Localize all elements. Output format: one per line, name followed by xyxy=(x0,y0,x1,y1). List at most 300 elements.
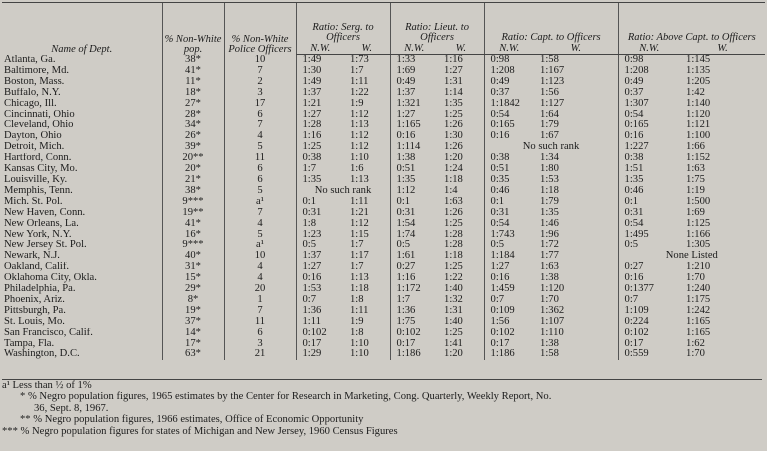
lieut-nw-cell: 0:17 xyxy=(390,339,438,350)
above-nw-cell: 1:109 xyxy=(618,306,680,317)
capt-nw-cell: 1:186 xyxy=(484,349,534,360)
capt-nw-cell: 1:208 xyxy=(484,66,534,77)
capt-w-cell: 1:34 xyxy=(540,153,559,164)
pct-nonwhite-police-cell: 6 xyxy=(224,164,296,175)
pct-nonwhite-police-cell: 6 xyxy=(224,328,296,339)
above-nw-cell: 0:46 xyxy=(618,186,680,197)
pct-nonwhite-police-cell: 4 xyxy=(224,131,296,142)
header-capt-nw: N.W. xyxy=(484,43,534,55)
capt-w-cell: 1:79 xyxy=(540,196,559,207)
lieut-nw-cell: 1:75 xyxy=(390,317,438,328)
pct-nonwhite-pop-cell: 21* xyxy=(162,175,224,186)
pct-nonwhite-police-cell: a¹ xyxy=(224,197,296,208)
lieut-w-cell: 1:20 xyxy=(444,153,463,164)
capt-w-cell: 1:70 xyxy=(540,294,559,305)
pct-nonwhite-pop-cell: 34* xyxy=(162,120,224,131)
table-row xyxy=(2,339,765,350)
table-row xyxy=(2,230,765,241)
pct-nonwhite-pop-cell: 40* xyxy=(162,251,224,262)
pct-nonwhite-pop-cell: 63* xyxy=(162,349,224,360)
lieut-nw-cell: 1:12 xyxy=(390,186,438,197)
pct-nonwhite-pop-cell: 18* xyxy=(162,88,224,99)
lieut-nw-cell: 0:5 xyxy=(390,240,438,251)
table-row xyxy=(2,175,765,186)
pct-nonwhite-police-cell: 7 xyxy=(224,306,296,317)
dept-name-cell: New York, N.Y. xyxy=(4,229,72,240)
above-nw-cell: 0:224 xyxy=(618,317,680,328)
capt-nw-cell: 1:56 xyxy=(484,317,534,328)
dept-name-cell: Kansas City, Mo. xyxy=(4,164,78,175)
above-nw-cell: 0:1377 xyxy=(618,284,680,295)
pct-nonwhite-police-cell: 7 xyxy=(224,208,296,219)
lieut-nw-cell: 1:172 xyxy=(390,284,438,295)
lieut-w-cell: 1:14 xyxy=(444,87,463,98)
serg-nw-cell: 1:29 xyxy=(296,349,344,360)
above-w-cell: 1:70 xyxy=(686,273,705,284)
table-row xyxy=(2,164,765,175)
pct-nonwhite-pop-cell: 38* xyxy=(162,55,224,66)
above-nw-cell: 1:495 xyxy=(618,230,680,241)
above-w-cell: 1:121 xyxy=(686,120,711,131)
pct-nonwhite-pop-cell: 20* xyxy=(162,164,224,175)
header-pct-nonwhite-pop: % Non-White pop. xyxy=(162,3,224,55)
capt-nw-cell: 0:54 xyxy=(484,110,534,121)
table-row xyxy=(2,317,765,328)
capt-nw-cell: 0:31 xyxy=(484,208,534,219)
above-nw-cell: 1:35 xyxy=(618,175,680,186)
table-row xyxy=(2,306,765,317)
table-row xyxy=(2,66,765,77)
pct-nonwhite-police-cell: a¹ xyxy=(224,240,296,251)
dept-name-cell: Cincinnati, Ohio xyxy=(4,109,75,120)
above-w-cell: 1:100 xyxy=(686,131,711,142)
pct-nonwhite-police-cell: 5 xyxy=(224,142,296,153)
table-row xyxy=(2,262,765,273)
pct-nonwhite-police-cell: 2 xyxy=(224,77,296,88)
serg-nw-cell: 1:8 xyxy=(296,219,344,230)
pct-nonwhite-pop-cell: 14* xyxy=(162,328,224,339)
dept-name-cell: Oakland, Calif. xyxy=(4,262,70,273)
above-w-cell: 1:125 xyxy=(686,218,711,229)
pct-nonwhite-police-cell: 10 xyxy=(224,55,296,66)
pct-nonwhite-pop-cell: 9*** xyxy=(162,197,224,208)
header-ratio-serg: Ratio: Serg. to Officers xyxy=(296,3,390,44)
dept-name-cell: Pittsburgh, Pa. xyxy=(4,305,66,316)
above-w-cell: 1:75 xyxy=(686,174,705,185)
above-w-cell: 1:205 xyxy=(686,76,711,87)
lieut-w-cell: 1:28 xyxy=(444,240,463,251)
pct-nonwhite-pop-cell: 15* xyxy=(162,273,224,284)
capt-w-cell: 1:35 xyxy=(540,207,559,218)
serg-w-cell: 1:13 xyxy=(350,174,369,185)
pct-nonwhite-police-cell: 4 xyxy=(224,262,296,273)
capt-w-cell: 1:67 xyxy=(540,131,559,142)
dept-name-cell: Dayton, Ohio xyxy=(4,131,62,142)
lieut-nw-cell: 1:69 xyxy=(390,66,438,77)
table-row xyxy=(2,55,765,66)
pct-nonwhite-police-cell: 3 xyxy=(224,339,296,350)
serg-w-cell: 1:12 xyxy=(350,142,369,153)
table-row xyxy=(2,142,765,153)
table-row xyxy=(2,208,765,219)
capt-w-cell: 1:110 xyxy=(540,327,564,338)
header-name: Name of Dept. xyxy=(2,3,162,55)
above-nw-cell: 0:98 xyxy=(618,55,680,66)
lieut-w-cell: 1:31 xyxy=(444,305,463,316)
above-w-cell: 1:42 xyxy=(686,87,705,98)
serg-w-cell: 1:18 xyxy=(350,284,369,295)
serg-nw-cell: 1:35 xyxy=(296,175,344,186)
capt-nw-cell: 1:27 xyxy=(484,262,534,273)
lieut-w-cell: 1:4 xyxy=(444,185,458,196)
serg-w-cell: 1:6 xyxy=(350,164,364,175)
pct-nonwhite-pop-cell: 38* xyxy=(162,186,224,197)
dept-name-cell: New Haven, Conn. xyxy=(4,207,86,218)
header-above-w: W. xyxy=(680,43,765,55)
capt-w-cell: 1:96 xyxy=(540,229,559,240)
pct-nonwhite-pop-cell: 31* xyxy=(162,262,224,273)
pct-nonwhite-pop-cell: 17* xyxy=(162,339,224,350)
table-row xyxy=(2,197,765,208)
lieut-nw-cell: 1:7 xyxy=(390,295,438,306)
table-row xyxy=(2,295,765,306)
capt-w-cell: 1:64 xyxy=(540,109,559,120)
capt-nw-cell: 0:46 xyxy=(484,186,534,197)
lieut-nw-cell: 1:186 xyxy=(390,349,438,360)
above-nw-cell: 0:102 xyxy=(618,328,680,339)
table-row xyxy=(2,110,765,121)
above-w-cell: 1:166 xyxy=(686,229,711,240)
capt-nw-cell: 0:51 xyxy=(484,164,534,175)
lieut-nw-cell: 0:51 xyxy=(390,164,438,175)
above-nw-cell: 1:307 xyxy=(618,99,680,110)
above-w-cell: 1:175 xyxy=(686,294,711,305)
lieut-w-cell: 1:25 xyxy=(444,327,463,338)
serg-nw-cell: 1:37 xyxy=(296,88,344,99)
dept-name-cell: Louisville, Ky. xyxy=(4,174,68,185)
lieut-w-cell: 1:28 xyxy=(444,229,463,240)
capt-w-cell: 1:80 xyxy=(540,164,559,175)
table-row xyxy=(2,153,765,164)
dept-name-cell: San Francisco, Calif. xyxy=(4,327,93,338)
serg-nw-cell: 0:1 xyxy=(296,197,344,208)
table-row xyxy=(2,219,765,230)
serg-nw-cell: 1:28 xyxy=(296,120,344,131)
above-w-cell: 1:62 xyxy=(686,338,705,349)
lieut-nw-cell: 0:16 xyxy=(390,131,438,142)
lieut-nw-cell: 0:1 xyxy=(390,197,438,208)
lieut-nw-cell: 1:33 xyxy=(390,55,438,66)
serg-w-cell: 1:10 xyxy=(350,349,369,360)
serg-nw-cell: 1:25 xyxy=(296,142,344,153)
lieut-nw-cell: 0:49 xyxy=(390,77,438,88)
serg-w-cell: 1:7 xyxy=(350,262,364,273)
lieut-w-cell: 1:27 xyxy=(444,65,463,76)
capt-w-cell: 1:18 xyxy=(540,185,559,196)
above-nw-cell: 0:559 xyxy=(618,349,680,360)
serg-nw-cell: 1:27 xyxy=(296,110,344,121)
dept-name-cell: Detroit, Mich. xyxy=(4,142,65,153)
footnote-star: * % Negro population figures, 1965 estimates by the Center for Research in Marketing, Cong. Quarterly, Weekly Report, No. xyxy=(20,391,552,403)
dept-name-cell: Memphis, Tenn. xyxy=(4,185,73,196)
pct-nonwhite-pop-cell: 8* xyxy=(162,295,224,306)
pct-nonwhite-police-cell: 4 xyxy=(224,273,296,284)
dept-name-cell: Buffalo, N.Y. xyxy=(4,87,61,98)
capt-nw-cell: 0:38 xyxy=(484,153,534,164)
pct-nonwhite-pop-cell: 28* xyxy=(162,110,224,121)
capt-w-cell: 1:77 xyxy=(540,251,559,262)
police-officer-ratio-table xyxy=(2,2,765,360)
capt-w-cell: 1:38 xyxy=(540,273,559,284)
lieut-w-cell: 1:24 xyxy=(444,164,463,175)
lieut-w-cell: 1:30 xyxy=(444,131,463,142)
serg-w-cell: 1:12 xyxy=(350,218,369,229)
above-w-cell: 1:240 xyxy=(686,284,711,295)
above-w-cell: 1:19 xyxy=(686,185,705,196)
pct-nonwhite-police-cell: 6 xyxy=(224,175,296,186)
footnote-double-star: ** % Negro population figures, 1966 estimates, Office of Economic Opportunity xyxy=(20,414,364,426)
above-w-cell: 1:69 xyxy=(686,207,705,218)
serg-nw-cell: 1:49 xyxy=(296,77,344,88)
dept-name-cell: Boston, Mass. xyxy=(4,76,65,87)
serg-nw-cell: 1:21 xyxy=(296,99,344,110)
serg-w-cell: 1:21 xyxy=(350,207,369,218)
serg-nw-cell: 0:31 xyxy=(296,208,344,219)
above-nw-cell: 0:7 xyxy=(618,295,680,306)
dept-name-cell: Hartford, Conn. xyxy=(4,153,72,164)
serg-w-cell: 1:10 xyxy=(350,338,369,349)
table-row xyxy=(2,120,765,131)
pct-nonwhite-police-cell: 3 xyxy=(224,88,296,99)
lieut-w-cell: 1:31 xyxy=(444,76,463,87)
above-nw-cell: 1:227 xyxy=(618,142,680,153)
dept-name-cell: Mich. St. Pol. xyxy=(4,196,63,207)
serg-nw-cell: 0:5 xyxy=(296,240,344,251)
capt-nw-cell: 0:109 xyxy=(484,306,534,317)
lieut-w-cell: 1:25 xyxy=(444,109,463,120)
serg-nw-cell: 0:102 xyxy=(296,328,344,339)
above-w-cell: 1:165 xyxy=(686,316,711,327)
serg-nw-cell: 0:7 xyxy=(296,295,344,306)
above-w-cell: 1:66 xyxy=(686,142,705,153)
capt-w-cell: 1:107 xyxy=(540,316,565,327)
capt-w-cell: 1:58 xyxy=(540,54,559,65)
serg-nw-cell: 1:36 xyxy=(296,306,344,317)
above-nw-cell: 1:51 xyxy=(618,164,680,175)
lieut-w-cell: 1:32 xyxy=(444,294,463,305)
table-row xyxy=(2,328,765,339)
capt-nw-cell: 0:35 xyxy=(484,175,534,186)
serg-nw-cell: 1:30 xyxy=(296,66,344,77)
above-nw-cell: 0:54 xyxy=(618,219,680,230)
dept-name-cell: Baltimore, Md. xyxy=(4,65,70,76)
capt-nw-cell: 0:5 xyxy=(484,240,534,251)
capt-nw-cell: 0:98 xyxy=(484,55,534,66)
capt-w-cell: 1:167 xyxy=(540,65,565,76)
lieut-w-cell: 1:41 xyxy=(444,338,463,349)
pct-nonwhite-pop-cell: 11* xyxy=(162,77,224,88)
footnote-star-cont: 36, Sept. 8, 1967. xyxy=(34,402,109,414)
dept-name-cell: Atlanta, Ga. xyxy=(4,54,56,65)
lieut-w-cell: 1:26 xyxy=(444,207,463,218)
above-nw-cell: 0:31 xyxy=(618,208,680,219)
capt-w-cell: 1:127 xyxy=(540,98,565,109)
table-row xyxy=(2,349,765,360)
header-ratio-capt: Ratio: Capt. to Officers xyxy=(484,3,618,44)
capt-nw-cell: 0:102 xyxy=(484,328,534,339)
capt-w-cell: 1:120 xyxy=(540,284,565,295)
lieut-w-cell: 1:26 xyxy=(444,142,463,153)
serg-w-cell: 1:10 xyxy=(350,153,369,164)
lieut-nw-cell: 1:36 xyxy=(390,306,438,317)
serg-w-cell: 1:12 xyxy=(350,109,369,120)
capt-w-cell: 1:79 xyxy=(540,120,559,131)
capt-w-cell: 1:362 xyxy=(540,305,565,316)
above-w-cell: 1:242 xyxy=(686,305,711,316)
serg-w-cell: 1:11 xyxy=(350,305,369,316)
pct-nonwhite-pop-cell: 20** xyxy=(162,153,224,164)
header-lieut-nw: N.W. xyxy=(390,43,438,55)
serg-nw-cell: 0:17 xyxy=(296,339,344,350)
dept-name-cell: Chicago, Ill. xyxy=(4,98,57,109)
lieut-nw-cell: 1:38 xyxy=(390,153,438,164)
serg-w-cell: 1:15 xyxy=(350,229,369,240)
pct-nonwhite-pop-cell: 29* xyxy=(162,284,224,295)
capt-w-cell: 1:72 xyxy=(540,240,559,251)
lieut-w-cell: 1:20 xyxy=(444,349,463,360)
lieut-w-cell: 1:18 xyxy=(444,251,463,262)
footnote-a1: a¹ Less than ½ of 1% xyxy=(2,380,92,391)
lieut-nw-cell: 0:31 xyxy=(390,208,438,219)
pct-nonwhite-police-cell: 5 xyxy=(224,230,296,241)
serg-w-cell: 1:8 xyxy=(350,327,364,338)
above-nw-cell: 1:208 xyxy=(618,66,680,77)
above-w-cell: 1:500 xyxy=(686,196,711,207)
serg-w-cell: 1:8 xyxy=(350,294,364,305)
capt-nw-cell: 0:16 xyxy=(484,273,534,284)
capt-w-cell: 1:58 xyxy=(540,349,559,360)
dept-name-cell: Philadelphia, Pa. xyxy=(4,284,76,295)
above-nw-cell: 0:16 xyxy=(618,273,680,284)
lieut-w-cell: 1:22 xyxy=(444,273,463,284)
capt-no-data-cell: No such rank xyxy=(484,142,618,153)
pct-nonwhite-pop-cell: 39* xyxy=(162,142,224,153)
pct-nonwhite-pop-cell: 16* xyxy=(162,230,224,241)
above-w-cell: 1:305 xyxy=(686,240,711,251)
lieut-w-cell: 1:40 xyxy=(444,316,463,327)
above-w-cell: 1:210 xyxy=(686,262,711,273)
lieut-w-cell: 1:40 xyxy=(444,284,463,295)
serg-w-cell: 1:12 xyxy=(350,131,369,142)
serg-w-cell: 1:7 xyxy=(350,65,364,76)
serg-w-cell: 1:11 xyxy=(350,76,369,87)
capt-nw-cell: 0:1 xyxy=(484,197,534,208)
pct-nonwhite-pop-cell: 19* xyxy=(162,306,224,317)
table-row xyxy=(2,99,765,110)
pct-nonwhite-police-cell: 20 xyxy=(224,284,296,295)
pct-nonwhite-pop-cell: 19** xyxy=(162,208,224,219)
serg-w-cell: 1:13 xyxy=(350,120,369,131)
serg-no-data-cell: No such rank xyxy=(296,186,390,197)
serg-nw-cell: 1:23 xyxy=(296,230,344,241)
dept-name-cell: Phoenix, Ariz. xyxy=(4,294,65,305)
pct-nonwhite-police-cell: 1 xyxy=(224,295,296,306)
pct-nonwhite-police-cell: 21 xyxy=(224,349,296,360)
above-w-cell: 1:140 xyxy=(686,98,711,109)
above-w-cell: 1:63 xyxy=(686,164,705,175)
header-pct-nonwhite-police: % Non-White Police Officers xyxy=(224,3,296,55)
header-capt-w: W. xyxy=(534,43,618,55)
capt-w-cell: 1:53 xyxy=(540,174,559,185)
header-serg-nw: N.W. xyxy=(296,43,344,55)
footnote-triple-star: *** % Negro population figures for states of Michigan and New Jersey, 1960 Census Figures xyxy=(2,425,398,437)
lieut-nw-cell: 1:61 xyxy=(390,251,438,262)
lieut-nw-cell: 0:27 xyxy=(390,262,438,273)
above-no-data-cell: None Listed xyxy=(618,251,765,262)
table-row xyxy=(2,251,765,262)
pct-nonwhite-pop-cell: 27* xyxy=(162,99,224,110)
capt-nw-cell: 0:16 xyxy=(484,131,534,142)
capt-nw-cell: 0:165 xyxy=(484,120,534,131)
above-nw-cell: 0:5 xyxy=(618,240,680,251)
serg-nw-cell: 0:38 xyxy=(296,153,344,164)
dept-name-cell: New Jersey St. Pol. xyxy=(4,240,87,251)
serg-w-cell: 1:9 xyxy=(350,98,364,109)
table-row xyxy=(2,273,765,284)
serg-nw-cell: 1:7 xyxy=(296,164,344,175)
above-w-cell: 1:145 xyxy=(686,54,711,65)
dept-name-cell: Cleveland, Ohio xyxy=(4,120,74,131)
capt-nw-cell: 1:459 xyxy=(484,284,534,295)
serg-w-cell: 1:22 xyxy=(350,87,369,98)
header-ratio-lieut: Ratio: Lieut. to Officers xyxy=(390,3,484,44)
table-body xyxy=(2,55,765,361)
lieut-w-cell: 1:25 xyxy=(444,218,463,229)
pct-nonwhite-police-cell: 4 xyxy=(224,219,296,230)
capt-nw-cell: 1:1842 xyxy=(484,99,534,110)
serg-nw-cell: 0:16 xyxy=(296,273,344,284)
serg-w-cell: 1:13 xyxy=(350,273,369,284)
pct-nonwhite-police-cell: 10 xyxy=(224,251,296,262)
pct-nonwhite-pop-cell: 9*** xyxy=(162,240,224,251)
lieut-nw-cell: 1:321 xyxy=(390,99,438,110)
above-nw-cell: 0:27 xyxy=(618,262,680,273)
capt-w-cell: 1:56 xyxy=(540,87,559,98)
header-serg-w: W. xyxy=(344,43,390,55)
capt-nw-cell: 1:184 xyxy=(484,251,534,262)
capt-nw-cell: 0:54 xyxy=(484,219,534,230)
above-nw-cell: 0:17 xyxy=(618,339,680,350)
table-row xyxy=(2,77,765,88)
serg-w-cell: 1:9 xyxy=(350,316,364,327)
above-nw-cell: 0:1 xyxy=(618,197,680,208)
serg-w-cell: 1:7 xyxy=(350,240,364,251)
serg-w-cell: 1:11 xyxy=(350,196,369,207)
serg-nw-cell: 1:27 xyxy=(296,262,344,273)
table-row xyxy=(2,186,765,197)
pct-nonwhite-police-cell: 11 xyxy=(224,153,296,164)
capt-nw-cell: 0:37 xyxy=(484,88,534,99)
pct-nonwhite-police-cell: 7 xyxy=(224,66,296,77)
lieut-nw-cell: 1:54 xyxy=(390,219,438,230)
lieut-nw-cell: 1:114 xyxy=(390,142,438,153)
pct-nonwhite-police-cell: 5 xyxy=(224,186,296,197)
dept-name-cell: St. Louis, Mo. xyxy=(4,316,65,327)
lieut-nw-cell: 1:165 xyxy=(390,120,438,131)
capt-w-cell: 1:38 xyxy=(540,338,559,349)
pct-nonwhite-police-cell: 6 xyxy=(224,110,296,121)
header-above-nw: N.W. xyxy=(618,43,680,55)
